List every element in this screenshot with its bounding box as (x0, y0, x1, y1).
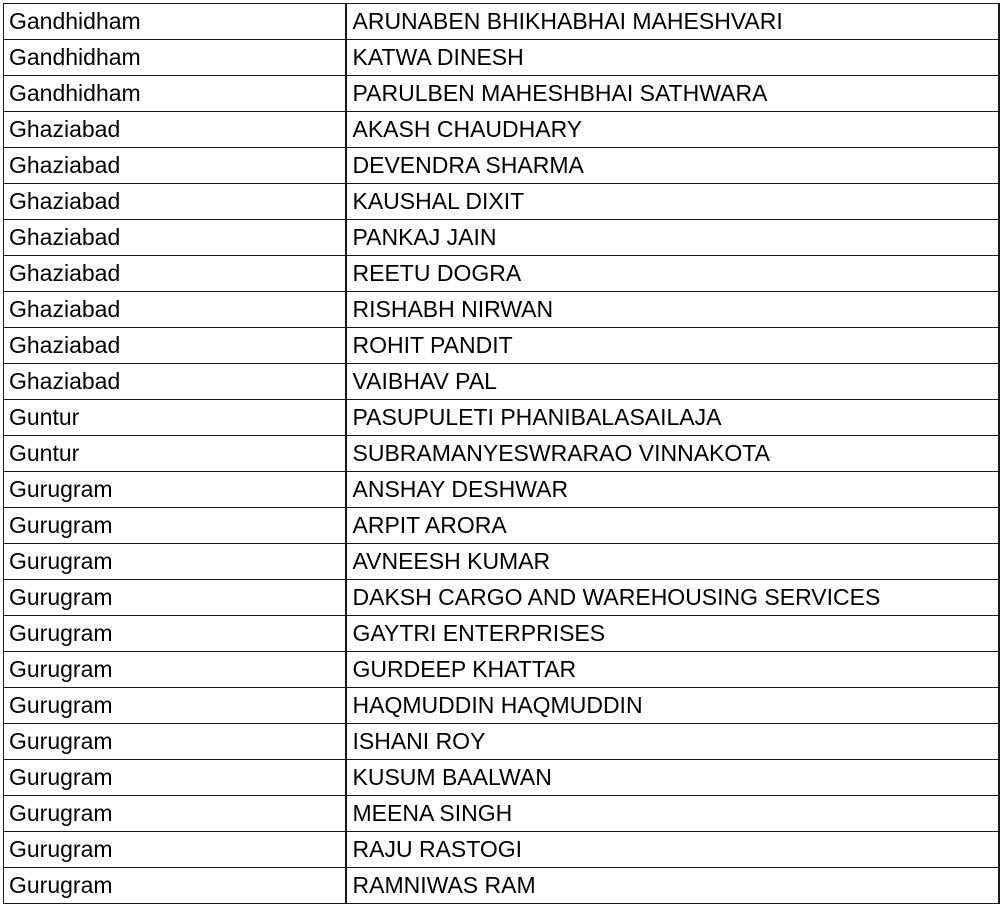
name-cell[interactable]: REETU DOGRA (346, 256, 999, 292)
table-row (4, 796, 999, 832)
city-cell[interactable]: Gurugram (4, 616, 346, 652)
city-cell[interactable]: Gurugram (4, 724, 346, 760)
table-row (4, 4, 999, 40)
name-cell[interactable]: PARULBEN MAHESHBHAI SATHWARA (346, 76, 999, 112)
name-cell[interactable]: KATWA DINESH (346, 40, 999, 76)
city-cell[interactable]: Gandhidham (4, 76, 346, 112)
name-cell[interactable]: GURDEEP KHATTAR (346, 652, 999, 688)
name-cell[interactable]: ANSHAY DESHWAR (346, 472, 999, 508)
city-cell[interactable]: Gurugram (4, 688, 346, 724)
table-row (4, 436, 999, 472)
city-cell[interactable]: Gurugram (4, 652, 346, 688)
city-cell[interactable]: Ghaziabad (4, 256, 346, 292)
city-cell[interactable]: Gandhidham (4, 4, 346, 40)
table-row (4, 184, 999, 220)
city-cell[interactable]: Gurugram (4, 508, 346, 544)
name-cell[interactable]: ARUNABEN BHIKHABHAI MAHESHVARI (346, 4, 999, 40)
table-row (4, 400, 999, 436)
name-cell[interactable]: VAIBHAV PAL (346, 364, 999, 400)
spreadsheet-table (3, 3, 1000, 904)
name-cell[interactable]: AVNEESH KUMAR (346, 544, 999, 580)
table-row (4, 76, 999, 112)
city-cell[interactable]: Gurugram (4, 868, 346, 904)
table-row (4, 40, 999, 76)
table-body (4, 4, 999, 904)
name-cell[interactable]: HAQMUDDIN HAQMUDDIN (346, 688, 999, 724)
city-cell[interactable]: Ghaziabad (4, 184, 346, 220)
table-row (4, 616, 999, 652)
city-cell[interactable]: Ghaziabad (4, 364, 346, 400)
table-row (4, 760, 999, 796)
table-row (4, 148, 999, 184)
table-row (4, 472, 999, 508)
city-cell[interactable]: Gurugram (4, 580, 346, 616)
city-cell[interactable]: Gandhidham (4, 40, 346, 76)
name-cell[interactable]: KUSUM BAALWAN (346, 760, 999, 796)
table-row (4, 724, 999, 760)
name-cell[interactable]: MEENA SINGH (346, 796, 999, 832)
name-cell[interactable]: PASUPULETI PHANIBALASAILAJA (346, 400, 999, 436)
city-cell[interactable]: Gurugram (4, 760, 346, 796)
name-cell[interactable]: RISHABH NIRWAN (346, 292, 999, 328)
table-row (4, 256, 999, 292)
name-cell[interactable]: ROHIT PANDIT (346, 328, 999, 364)
city-cell[interactable]: Ghaziabad (4, 292, 346, 328)
table-row (4, 220, 999, 256)
city-cell[interactable]: Guntur (4, 400, 346, 436)
name-cell[interactable]: ISHANI ROY (346, 724, 999, 760)
name-cell[interactable]: DEVENDRA SHARMA (346, 148, 999, 184)
city-cell[interactable]: Ghaziabad (4, 148, 346, 184)
city-cell[interactable]: Ghaziabad (4, 112, 346, 148)
table-row (4, 868, 999, 904)
name-cell[interactable]: RAMNIWAS RAM (346, 868, 999, 904)
table-row (4, 292, 999, 328)
name-cell[interactable]: SUBRAMANYESWRARAO VINNAKOTA (346, 436, 999, 472)
city-cell[interactable]: Gurugram (4, 544, 346, 580)
city-cell[interactable]: Guntur (4, 436, 346, 472)
name-cell[interactable]: ARPIT ARORA (346, 508, 999, 544)
table-row (4, 580, 999, 616)
name-cell[interactable]: DAKSH CARGO AND WAREHOUSING SERVICES (346, 580, 999, 616)
city-cell[interactable]: Ghaziabad (4, 220, 346, 256)
table-row (4, 652, 999, 688)
name-cell[interactable]: RAJU RASTOGI (346, 832, 999, 868)
name-cell[interactable]: PANKAJ JAIN (346, 220, 999, 256)
name-cell[interactable]: KAUSHAL DIXIT (346, 184, 999, 220)
name-cell[interactable]: AKASH CHAUDHARY (346, 112, 999, 148)
table-row (4, 364, 999, 400)
table-row (4, 688, 999, 724)
table-row (4, 832, 999, 868)
city-cell[interactable]: Gurugram (4, 796, 346, 832)
table-row (4, 508, 999, 544)
table-row (4, 544, 999, 580)
city-cell[interactable]: Gurugram (4, 472, 346, 508)
table-row (4, 328, 999, 364)
city-cell[interactable]: Ghaziabad (4, 328, 346, 364)
city-cell[interactable]: Gurugram (4, 832, 346, 868)
name-cell[interactable]: GAYTRI ENTERPRISES (346, 616, 999, 652)
table-row (4, 112, 999, 148)
